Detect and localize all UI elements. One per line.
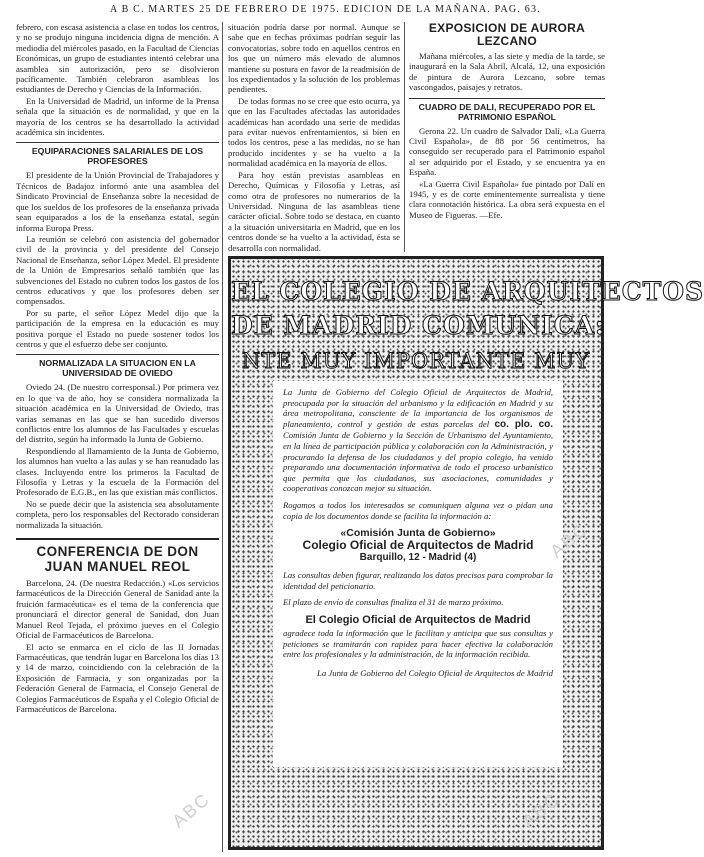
notice-rest: Comisión Junta de Gobierno y la Sección de Urbanismo del Ayuntamiento, en la línea de participación pública y colaboración con la Administración, y procurando la defensa de los ciudadanos y del propio colegio, ha venido preparando una documentación informativa de todo el proceso urbanístico que permita que los ciudadanos, sus asociaciones, comunidades y cooperativas conozcan mejor su situación. xyxy=(283,430,553,494)
paragraph: En la Universidad de Madrid, un informe de la Prensa señala que la situación es de normalidad, y que en la mayoría de los centros se ha desarrollado la actividad académica sin incidentes. xyxy=(16,95,219,138)
column-right xyxy=(409,22,605,260)
paragraph: situación podría darse por normal. Aunque se sabe que en fechas próximas podrían seguir las convocatorias, sobre todo en aquellos centros en los que un número más elevado de alumnos mantiene su postura en favor de la readmisión de los expedientados y la solución de los problemas pendientes. xyxy=(228,22,400,95)
watermark-abc: ABC xyxy=(546,518,593,562)
subheading-oviedo: NORMALIZADA LA SITUACION EN LA UNIVERSIDAD DE OVIEDO xyxy=(16,354,219,378)
notice-signature: La Junta de Gobierno del Colegio Oficial de Arquitectos de Madrid xyxy=(317,667,553,678)
paragraph: Por su parte, el señor López Medel dijo que la participación de la empresa en la educación es muy positiva porque el Estado no puede sostener todos los centros y que el esfuerzo debe ser conjunto. xyxy=(16,307,219,349)
paragraph: Barcelona, 24. (De nuestra Redacción.) «Los servicios farmacéuticos de la Dirección General de Sanidad ante la fruición farmacéutica» es el tema de la conferencia que pronunciará el director general de Sanidad, don Juan Manuel Reol Tejada, el próximo jueves en el Colegio Oficial de Farmacéuticos de Barcelona. xyxy=(16,578,219,641)
headline-conferencia-reol: CONFERENCIA DE DON JUAN MANUEL REOL xyxy=(16,538,219,574)
paragraph: febrero, con escasa asistencia a clase en todos los centros, y no se produjo ninguna incidencia digna de mención. A mediodía del miércoles pasado, en la Facultad de Ciencias Económicas, un grupo de estudiantes intentó celebrar una asamblea sin autorización, pero se disolvieron pacíficamente. También celebraron asambleas los estudiantes de Derecho y Ciencias de la Información. xyxy=(16,22,219,95)
paragraph: No se puede decir que la asistencia sea absolutamente completa, pero los responsables del Rectorado consideran normalizada la situación. xyxy=(16,498,219,530)
advertisement-colegio-arquitectos xyxy=(228,256,704,850)
paragraph: De todas formas no se cree que esto ocurra, ya que en las Facultades afectadas las autoridades académicas han acordado una serie de medidas para evitar nuevos enfrentamientos, si bien en todos los centros, pese a las medidas, no se han producido incidentes y se ha vuelto a la normalidad académica en la mayoría de ellos. xyxy=(228,95,400,169)
notice-commission: «Comisión Junta de Gobierno» xyxy=(340,527,496,540)
paragraph: Gerona 22. Un cuadro de Salvador Dalí, «La Guerra Civil Española», de 88 por 56 centímetros, ha conseguido ser recuperado para el Patrimonio español al ser adquirido por el Estado, y se encuentra ya en España. xyxy=(409,125,605,178)
paragraph: Respondiendo al llamamiento de la Junta de Gobierno, los alumnos han vuelto a las aulas y se han reanudado las clases. Incluyendo entre los primeros la Facultad de Filosofía y Letras y la escuela de la Formación del Profesorado de E.G.B., en las que existían más conflictos. xyxy=(16,445,219,498)
paragraph: Para hoy están previstas asambleas en Derecho, Químicas y Filosofía y Letras, así como otra de profesores no numerarios de la Universidad. Ninguna de las asambleas tiene carácter oficial. Sobre todo se destaca, en cuanto a la situación universitaria en Madrid, que en los centros donde se ha vuelto a la actividad, ésta se desarrolla con normalidad. xyxy=(228,169,400,253)
paragraph: «La Guerra Civil Española» fue pintado por Dalí en 1945, y es de corte eminentemente surrealista y tiene clara connotación histórica. La obra será expuesta en el Museo de Figueras. —Efe. xyxy=(409,178,605,220)
column-divider xyxy=(404,22,405,252)
paragraph: La reunión se celebró con asistencia del gobernador civil de la provincia y del presidente del Consejo Nacional de Enseñanza, señor López Medel. El presidente de la Unión de Empresarios señaló también que las subvenciones del Estado no cubren todos los gastos de los centros educativos y que los profesores deben ser compensados. xyxy=(16,233,219,307)
notice-lead: La Junta de Gobierno del Colegio Oficial de Arquitectos de Madrid, preocupada por la situación del urbanismo y la edificación en Madrid y su área metropolitana, consciente de la importancia de los organismos de planeamiento, control y gestión de estas parcelas del xyxy=(283,387,553,429)
notice-highlight: co. plo. co. xyxy=(494,418,554,430)
notice-paragraph: agradece toda la información que le facilitan y anticipa que sus consultas y peticiones se tramitarán con rapidez para hacer efectiva la colaboración entre los profesionales y la administración, de la información recibida. xyxy=(283,627,553,660)
paragraph: Oviedo 24. (De nuestro corresponsal.) Por primera vez en lo que va de año, hoy se considera normalizada la situación académica en la Universidad de Oviedo, tras varias semanas en las que se han sucedido diversos conflictos entre los alumnos de las Facultades y escuelas del distrito, según ha informado la Junta de Gobierno. xyxy=(16,382,219,445)
ad-title-line-1: EL COLEGIO DE ARQUITECTOS xyxy=(231,277,704,306)
ad-title-line-2: DE MADRID COMUNICA: xyxy=(231,311,606,340)
headline-exposicion-lezcano: EXPOSICION DE AURORA LEZCANO xyxy=(428,21,586,48)
ad-notice-box xyxy=(273,381,563,767)
column-middle xyxy=(228,22,400,260)
column-divider xyxy=(222,22,223,852)
subheading-cuadro-dali: CUADRO DE DALI, RECUPERADO POR EL PATRIMONIO ESPAÑOL xyxy=(409,98,605,122)
notice-colegio-closing: El Colegio Oficial de Arquitectos de Madrid xyxy=(305,613,531,626)
notice-colegio: Colegio Oficial de Arquitectos de Madrid xyxy=(302,538,534,553)
notice-paragraph: Rogamos a todos los interesados se comuniquen alguna vez o pidan una copia de los documentos donde se facilita la información a: xyxy=(283,499,553,521)
paragraph: El acto se enmarca en el ciclo de las II Jornadas Farmacéuticas, que tendrán lugar en Barcelona los días 13 y 14 de marzo, coincidiendo con la celebración de la Exposición de Farmacia, y son organizadas por la Federación General de Farmacia, el Consejo General de Colegios Farmacéuticos de España y el Colegio Oficial de Farmacéuticos de Barcelona. xyxy=(16,641,219,714)
notice-paragraph: Las consultas deben figurar, realizando los datos precisos para comprobar la identidad del peticionario. xyxy=(283,570,553,591)
column-left xyxy=(16,22,219,852)
ad-title-line-3: NTE MUY IMPORTANTE MUY xyxy=(241,349,591,373)
paragraph: Mañana miércoles, a las siete y media de la tarde, se inaugurará en la Sala Abril, Alcalá, 12, una exposición de pintura de Aurora Lezcano, sobre temas vascongados, paisajes y retratos. xyxy=(409,51,605,93)
paragraph: El presidente de la Unión Provincial de Trabajadores y Técnicos de Badajoz informó ante una asamblea del Sindicato Provincial de Enseñanza sobre la necesidad de que los sueldos de los profesores de la enseñanza privada sean equiparados a los de la enseñanza estatal, según informa Europa Press. xyxy=(16,170,219,233)
notice-paragraph: El plazo de envío de consultas finaliza el 31 de marzo próximo. xyxy=(283,597,504,608)
subheading-equiparaciones: EQUIPARACIONES SALARIALES DE LOS PROFESORES xyxy=(16,142,219,166)
notice-address: Barquillo, 12 - Madrid (4) xyxy=(359,552,477,564)
watermark-abc: ABC xyxy=(518,788,565,832)
notice-paragraph xyxy=(283,387,553,494)
page-header: A B C. MARTES 25 DE FEBRERO DE 1975. EDICION DE LA MAÑANA. PAG. 63. xyxy=(110,4,541,15)
watermark-abc: ABC xyxy=(168,788,215,832)
